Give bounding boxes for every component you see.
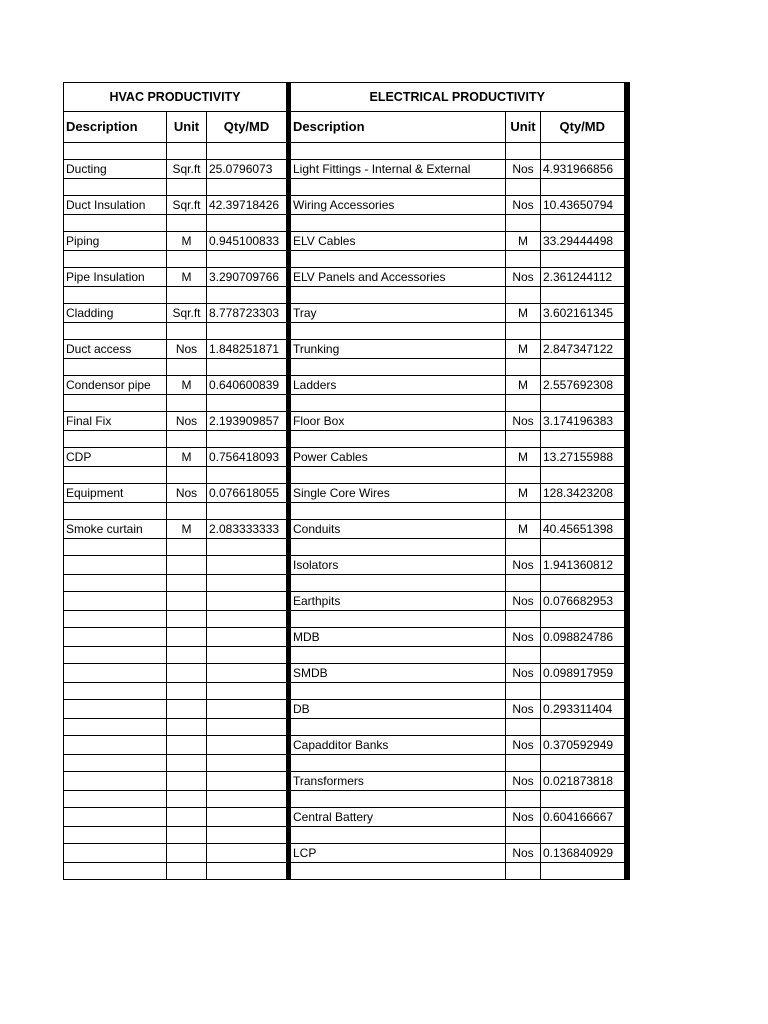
hvac-qty-cell[interactable]: [207, 628, 289, 647]
empty-cell[interactable]: [167, 467, 207, 484]
empty-cell[interactable]: [289, 215, 506, 232]
hvac-qty-cell[interactable]: [207, 556, 289, 575]
electrical-qty-cell[interactable]: 3.174196383: [541, 412, 627, 431]
empty-cell[interactable]: [541, 323, 627, 340]
empty-cell[interactable]: [289, 827, 506, 844]
electrical-qty-cell[interactable]: 4.931966856: [541, 160, 627, 179]
electrical-unit-cell[interactable]: Nos: [506, 412, 541, 431]
empty-cell[interactable]: [207, 215, 289, 232]
empty-cell[interactable]: [506, 179, 541, 196]
empty-cell[interactable]: [506, 863, 541, 880]
table-row: [64, 808, 627, 827]
empty-cell[interactable]: [506, 467, 541, 484]
hvac-qty-cell[interactable]: [207, 664, 289, 683]
productivity-sheet: [63, 82, 630, 880]
hvac-unit-cell[interactable]: [167, 772, 207, 791]
empty-cell[interactable]: [64, 755, 167, 772]
empty-cell[interactable]: [541, 719, 627, 736]
empty-cell[interactable]: [64, 143, 167, 160]
electrical-unit-cell[interactable]: Nos: [506, 556, 541, 575]
electrical-qty-cell[interactable]: 40.45651398: [541, 520, 627, 539]
empty-cell[interactable]: [64, 215, 167, 232]
hvac-description-cell[interactable]: Ducting: [64, 160, 167, 179]
hvac-unit-cell[interactable]: [167, 808, 207, 827]
hvac-qty-cell[interactable]: 3.290709766: [207, 268, 289, 287]
electrical-unit-cell[interactable]: M: [506, 376, 541, 395]
empty-cell[interactable]: [541, 539, 627, 556]
empty-cell[interactable]: [207, 863, 289, 880]
empty-cell[interactable]: [541, 431, 627, 448]
empty-cell[interactable]: [167, 323, 207, 340]
electrical-description-cell[interactable]: Isolators: [289, 556, 506, 575]
electrical-qty-cell[interactable]: 13.27155988: [541, 448, 627, 467]
empty-cell[interactable]: [289, 647, 506, 664]
empty-cell[interactable]: [207, 611, 289, 628]
hvac-qty-cell[interactable]: 2.083333333: [207, 520, 289, 539]
table-row: [64, 160, 627, 179]
electrical-unit-cell[interactable]: Nos: [506, 628, 541, 647]
empty-cell[interactable]: [506, 827, 541, 844]
hvac-unit-cell[interactable]: [167, 844, 207, 863]
spacer-row: [64, 467, 627, 484]
electrical-unit-cell[interactable]: Nos: [506, 844, 541, 863]
electrical-description-cell[interactable]: Power Cables: [289, 448, 506, 467]
electrical-description-cell[interactable]: Floor Box: [289, 412, 506, 431]
hvac-qty-cell[interactable]: 1.848251871: [207, 340, 289, 359]
table-row: [64, 556, 627, 575]
electrical-description-cell[interactable]: LCP: [289, 844, 506, 863]
hvac-description-cell[interactable]: CDP: [64, 448, 167, 467]
empty-cell[interactable]: [289, 467, 506, 484]
spacer-row: [64, 287, 627, 304]
spacer-row: [64, 575, 627, 592]
table-row: [64, 304, 627, 323]
table-row: [64, 376, 627, 395]
empty-cell[interactable]: [207, 647, 289, 664]
electrical-qty-cell[interactable]: 0.136840929: [541, 844, 627, 863]
electrical-description-cell[interactable]: MDB: [289, 628, 506, 647]
empty-cell[interactable]: [289, 503, 506, 520]
empty-cell[interactable]: [541, 827, 627, 844]
empty-cell[interactable]: [541, 791, 627, 808]
empty-cell[interactable]: [167, 683, 207, 700]
empty-cell[interactable]: [167, 863, 207, 880]
hvac-description-cell[interactable]: [64, 628, 167, 647]
empty-cell[interactable]: [207, 827, 289, 844]
table-row: [64, 484, 627, 503]
spacer-row: [64, 755, 627, 772]
electrical-unit-cell[interactable]: M: [506, 448, 541, 467]
empty-cell[interactable]: [289, 683, 506, 700]
electrical-description-cell[interactable]: Capadditor Banks: [289, 736, 506, 755]
electrical-description-cell[interactable]: DB: [289, 700, 506, 719]
hvac-unit-cell[interactable]: M: [167, 232, 207, 251]
empty-cell[interactable]: [506, 323, 541, 340]
electrical-qty-cell[interactable]: 0.076682953: [541, 592, 627, 611]
table-row: [64, 520, 627, 539]
electrical-header-qty: Qty/MD: [541, 112, 627, 143]
electrical-description-cell[interactable]: Tray: [289, 304, 506, 323]
empty-cell[interactable]: [506, 431, 541, 448]
spacer-row: [64, 719, 627, 736]
empty-cell[interactable]: [541, 755, 627, 772]
hvac-unit-cell[interactable]: Sqr.ft: [167, 160, 207, 179]
hvac-qty-cell[interactable]: [207, 700, 289, 719]
empty-cell[interactable]: [64, 611, 167, 628]
empty-cell[interactable]: [541, 215, 627, 232]
empty-cell[interactable]: [289, 143, 506, 160]
electrical-qty-cell[interactable]: 1.941360812: [541, 556, 627, 575]
empty-cell[interactable]: [506, 755, 541, 772]
empty-cell[interactable]: [506, 791, 541, 808]
empty-cell[interactable]: [289, 719, 506, 736]
empty-cell[interactable]: [64, 647, 167, 664]
empty-cell[interactable]: [167, 395, 207, 412]
empty-cell[interactable]: [167, 611, 207, 628]
empty-cell[interactable]: [167, 575, 207, 592]
empty-cell[interactable]: [289, 395, 506, 412]
empty-cell[interactable]: [207, 719, 289, 736]
spacer-row: [64, 395, 627, 412]
hvac-unit-cell[interactable]: Nos: [167, 412, 207, 431]
empty-cell[interactable]: [167, 359, 207, 376]
hvac-unit-cell[interactable]: M: [167, 448, 207, 467]
table-row: [64, 592, 627, 611]
electrical-unit-cell[interactable]: Nos: [506, 592, 541, 611]
empty-cell[interactable]: [207, 359, 289, 376]
hvac-qty-cell[interactable]: 42.39718426: [207, 196, 289, 215]
hvac-unit-cell[interactable]: [167, 664, 207, 683]
table-row: [64, 340, 627, 359]
empty-cell[interactable]: [506, 575, 541, 592]
hvac-unit-cell[interactable]: M: [167, 376, 207, 395]
electrical-qty-cell[interactable]: 2.361244112: [541, 268, 627, 287]
empty-cell[interactable]: [167, 647, 207, 664]
electrical-qty-cell[interactable]: 128.3423208: [541, 484, 627, 503]
empty-cell[interactable]: [289, 251, 506, 268]
empty-cell[interactable]: [541, 143, 627, 160]
table-row: [64, 844, 627, 863]
empty-cell[interactable]: [64, 251, 167, 268]
electrical-unit-cell[interactable]: Nos: [506, 808, 541, 827]
empty-cell[interactable]: [64, 503, 167, 520]
empty-cell[interactable]: [541, 467, 627, 484]
empty-cell[interactable]: [541, 575, 627, 592]
hvac-description-cell[interactable]: Condensor pipe: [64, 376, 167, 395]
empty-cell[interactable]: [506, 647, 541, 664]
hvac-qty-cell[interactable]: 2.193909857: [207, 412, 289, 431]
empty-cell[interactable]: [167, 251, 207, 268]
hvac-unit-cell[interactable]: [167, 736, 207, 755]
electrical-qty-cell[interactable]: 0.021873818: [541, 772, 627, 791]
hvac-unit-cell[interactable]: [167, 628, 207, 647]
electrical-qty-cell[interactable]: 33.29444498: [541, 232, 627, 251]
spacer-row: [64, 503, 627, 520]
empty-cell[interactable]: [506, 611, 541, 628]
empty-cell[interactable]: [64, 539, 167, 556]
spacer-row: [64, 179, 627, 196]
empty-cell[interactable]: [207, 683, 289, 700]
empty-cell[interactable]: [64, 791, 167, 808]
hvac-header-description: Description: [64, 112, 167, 143]
electrical-qty-cell[interactable]: 0.098824786: [541, 628, 627, 647]
empty-cell[interactable]: [167, 179, 207, 196]
hvac-description-cell[interactable]: [64, 592, 167, 611]
empty-cell[interactable]: [506, 287, 541, 304]
empty-cell[interactable]: [207, 395, 289, 412]
empty-cell[interactable]: [541, 863, 627, 880]
empty-cell[interactable]: [207, 755, 289, 772]
empty-cell[interactable]: [167, 755, 207, 772]
hvac-description-cell[interactable]: [64, 808, 167, 827]
electrical-qty-cell[interactable]: 0.604166667: [541, 808, 627, 827]
spacer-row: [64, 431, 627, 448]
electrical-unit-cell[interactable]: Nos: [506, 664, 541, 683]
empty-cell[interactable]: [64, 179, 167, 196]
hvac-description-cell[interactable]: [64, 700, 167, 719]
empty-cell[interactable]: [64, 719, 167, 736]
empty-cell[interactable]: [289, 791, 506, 808]
hvac-unit-cell[interactable]: Nos: [167, 484, 207, 503]
empty-cell[interactable]: [207, 179, 289, 196]
empty-cell[interactable]: [289, 539, 506, 556]
empty-cell[interactable]: [289, 323, 506, 340]
hvac-description-cell[interactable]: [64, 736, 167, 755]
empty-cell[interactable]: [207, 791, 289, 808]
empty-cell[interactable]: [64, 395, 167, 412]
electrical-header-unit: Unit: [506, 112, 541, 143]
empty-cell[interactable]: [64, 359, 167, 376]
empty-cell[interactable]: [167, 143, 207, 160]
hvac-unit-cell[interactable]: Nos: [167, 340, 207, 359]
hvac-qty-cell[interactable]: 0.076618055: [207, 484, 289, 503]
hvac-unit-cell[interactable]: [167, 556, 207, 575]
empty-cell[interactable]: [207, 143, 289, 160]
hvac-header-qty: Qty/MD: [207, 112, 289, 143]
electrical-description-cell[interactable]: Light Fittings - Internal & External: [289, 160, 506, 179]
table-row: [64, 736, 627, 755]
spacer-row: [64, 863, 627, 880]
hvac-description-cell[interactable]: Smoke curtain: [64, 520, 167, 539]
empty-cell[interactable]: [541, 647, 627, 664]
electrical-description-cell[interactable]: Conduits: [289, 520, 506, 539]
electrical-qty-cell[interactable]: 0.098917959: [541, 664, 627, 683]
electrical-unit-cell[interactable]: M: [506, 520, 541, 539]
electrical-description-cell[interactable]: ELV Cables: [289, 232, 506, 251]
spacer-row: [64, 647, 627, 664]
hvac-qty-cell[interactable]: [207, 772, 289, 791]
empty-cell[interactable]: [207, 467, 289, 484]
hvac-unit-cell[interactable]: [167, 700, 207, 719]
hvac-description-cell[interactable]: Cladding: [64, 304, 167, 323]
electrical-unit-cell[interactable]: Nos: [506, 160, 541, 179]
spacer-row: [64, 683, 627, 700]
table-row: [64, 232, 627, 251]
electrical-description-cell[interactable]: Wiring Accessories: [289, 196, 506, 215]
empty-cell[interactable]: [64, 323, 167, 340]
spacer-row: [64, 215, 627, 232]
empty-cell[interactable]: [541, 395, 627, 412]
electrical-description-cell[interactable]: Ladders: [289, 376, 506, 395]
spacer-row: [64, 143, 627, 160]
spacer-row: [64, 359, 627, 376]
empty-cell[interactable]: [64, 827, 167, 844]
hvac-qty-cell[interactable]: [207, 844, 289, 863]
hvac-description-cell[interactable]: Final Fix: [64, 412, 167, 431]
empty-cell[interactable]: [207, 323, 289, 340]
hvac-qty-cell[interactable]: 8.778723303: [207, 304, 289, 323]
hvac-title: HVAC PRODUCTIVITY: [64, 83, 289, 112]
empty-cell[interactable]: [167, 431, 207, 448]
electrical-unit-cell[interactable]: Nos: [506, 700, 541, 719]
empty-cell[interactable]: [207, 503, 289, 520]
electrical-qty-cell[interactable]: 2.847347122: [541, 340, 627, 359]
hvac-description-cell[interactable]: [64, 844, 167, 863]
empty-cell[interactable]: [289, 431, 506, 448]
empty-cell[interactable]: [207, 575, 289, 592]
empty-cell[interactable]: [167, 215, 207, 232]
electrical-description-cell[interactable]: Single Core Wires: [289, 484, 506, 503]
hvac-header-unit: Unit: [167, 112, 207, 143]
empty-cell[interactable]: [541, 611, 627, 628]
empty-cell[interactable]: [64, 863, 167, 880]
empty-cell[interactable]: [289, 359, 506, 376]
empty-cell[interactable]: [541, 287, 627, 304]
table-row: [64, 412, 627, 431]
section-title-row: [64, 83, 627, 112]
electrical-unit-cell[interactable]: Nos: [506, 736, 541, 755]
table-row: [64, 700, 627, 719]
spacer-row: [64, 827, 627, 844]
spacer-row: [64, 611, 627, 628]
empty-cell[interactable]: [289, 755, 506, 772]
hvac-qty-cell[interactable]: [207, 592, 289, 611]
electrical-qty-cell[interactable]: 2.557692308: [541, 376, 627, 395]
table-row: [64, 772, 627, 791]
hvac-qty-cell[interactable]: 25.0796073: [207, 160, 289, 179]
empty-cell[interactable]: [64, 575, 167, 592]
electrical-description-cell[interactable]: Central Battery: [289, 808, 506, 827]
empty-cell[interactable]: [289, 611, 506, 628]
hvac-qty-cell[interactable]: 0.945100833: [207, 232, 289, 251]
electrical-unit-cell[interactable]: M: [506, 304, 541, 323]
hvac-unit-cell[interactable]: M: [167, 268, 207, 287]
electrical-unit-cell[interactable]: Nos: [506, 772, 541, 791]
electrical-qty-cell[interactable]: 10.43650794: [541, 196, 627, 215]
empty-cell[interactable]: [506, 539, 541, 556]
electrical-qty-cell[interactable]: 0.370592949: [541, 736, 627, 755]
spacer-row: [64, 539, 627, 556]
hvac-unit-cell[interactable]: [167, 592, 207, 611]
electrical-unit-cell[interactable]: M: [506, 484, 541, 503]
empty-cell[interactable]: [289, 179, 506, 196]
electrical-description-cell[interactable]: Trunking: [289, 340, 506, 359]
empty-cell[interactable]: [506, 503, 541, 520]
empty-cell[interactable]: [506, 683, 541, 700]
hvac-unit-cell[interactable]: M: [167, 520, 207, 539]
hvac-description-cell[interactable]: Duct access: [64, 340, 167, 359]
empty-cell[interactable]: [506, 143, 541, 160]
hvac-description-cell[interactable]: [64, 556, 167, 575]
empty-cell[interactable]: [207, 539, 289, 556]
hvac-unit-cell[interactable]: Sqr.ft: [167, 196, 207, 215]
electrical-unit-cell[interactable]: M: [506, 232, 541, 251]
empty-cell[interactable]: [64, 683, 167, 700]
hvac-unit-cell[interactable]: Sqr.ft: [167, 304, 207, 323]
empty-cell[interactable]: [541, 683, 627, 700]
electrical-qty-cell[interactable]: 3.602161345: [541, 304, 627, 323]
electrical-description-cell[interactable]: Earthpits: [289, 592, 506, 611]
spacer-row: [64, 323, 627, 340]
electrical-unit-cell[interactable]: M: [506, 340, 541, 359]
empty-cell[interactable]: [541, 251, 627, 268]
hvac-description-cell[interactable]: Duct Insulation: [64, 196, 167, 215]
empty-cell[interactable]: [289, 575, 506, 592]
empty-cell[interactable]: [541, 359, 627, 376]
empty-cell[interactable]: [506, 719, 541, 736]
empty-cell[interactable]: [506, 395, 541, 412]
electrical-qty-cell[interactable]: 0.293311404: [541, 700, 627, 719]
empty-cell[interactable]: [541, 503, 627, 520]
hvac-qty-cell[interactable]: [207, 736, 289, 755]
table-row: [64, 268, 627, 287]
empty-cell[interactable]: [64, 431, 167, 448]
empty-cell[interactable]: [167, 503, 207, 520]
hvac-description-cell[interactable]: Piping: [64, 232, 167, 251]
table-row: [64, 196, 627, 215]
table-row: [64, 448, 627, 467]
hvac-qty-cell[interactable]: 0.756418093: [207, 448, 289, 467]
electrical-title: ELECTRICAL PRODUCTIVITY: [289, 83, 627, 112]
electrical-unit-cell[interactable]: Nos: [506, 268, 541, 287]
electrical-header-description: Description: [289, 112, 506, 143]
empty-cell[interactable]: [207, 251, 289, 268]
empty-cell[interactable]: [207, 287, 289, 304]
empty-cell[interactable]: [289, 863, 506, 880]
hvac-description-cell[interactable]: Pipe Insulation: [64, 268, 167, 287]
empty-cell[interactable]: [506, 215, 541, 232]
electrical-description-cell[interactable]: Transformers: [289, 772, 506, 791]
empty-cell[interactable]: [541, 179, 627, 196]
empty-cell[interactable]: [506, 359, 541, 376]
spacer-row: [64, 251, 627, 268]
empty-cell[interactable]: [167, 827, 207, 844]
hvac-qty-cell[interactable]: [207, 808, 289, 827]
empty-cell[interactable]: [506, 251, 541, 268]
empty-cell[interactable]: [167, 719, 207, 736]
hvac-description-cell[interactable]: [64, 772, 167, 791]
electrical-description-cell[interactable]: SMDB: [289, 664, 506, 683]
empty-cell[interactable]: [64, 467, 167, 484]
empty-cell[interactable]: [64, 287, 167, 304]
spacer-row: [64, 791, 627, 808]
hvac-qty-cell[interactable]: 0.640600839: [207, 376, 289, 395]
electrical-unit-cell[interactable]: Nos: [506, 196, 541, 215]
empty-cell[interactable]: [167, 791, 207, 808]
empty-cell[interactable]: [167, 287, 207, 304]
empty-cell[interactable]: [167, 539, 207, 556]
empty-cell[interactable]: [289, 287, 506, 304]
table-row: [64, 664, 627, 683]
hvac-description-cell[interactable]: Equipment: [64, 484, 167, 503]
table-row: [64, 628, 627, 647]
hvac-description-cell[interactable]: [64, 664, 167, 683]
column-header-row: [64, 112, 627, 143]
electrical-description-cell[interactable]: ELV Panels and Accessories: [289, 268, 506, 287]
empty-cell[interactable]: [207, 431, 289, 448]
